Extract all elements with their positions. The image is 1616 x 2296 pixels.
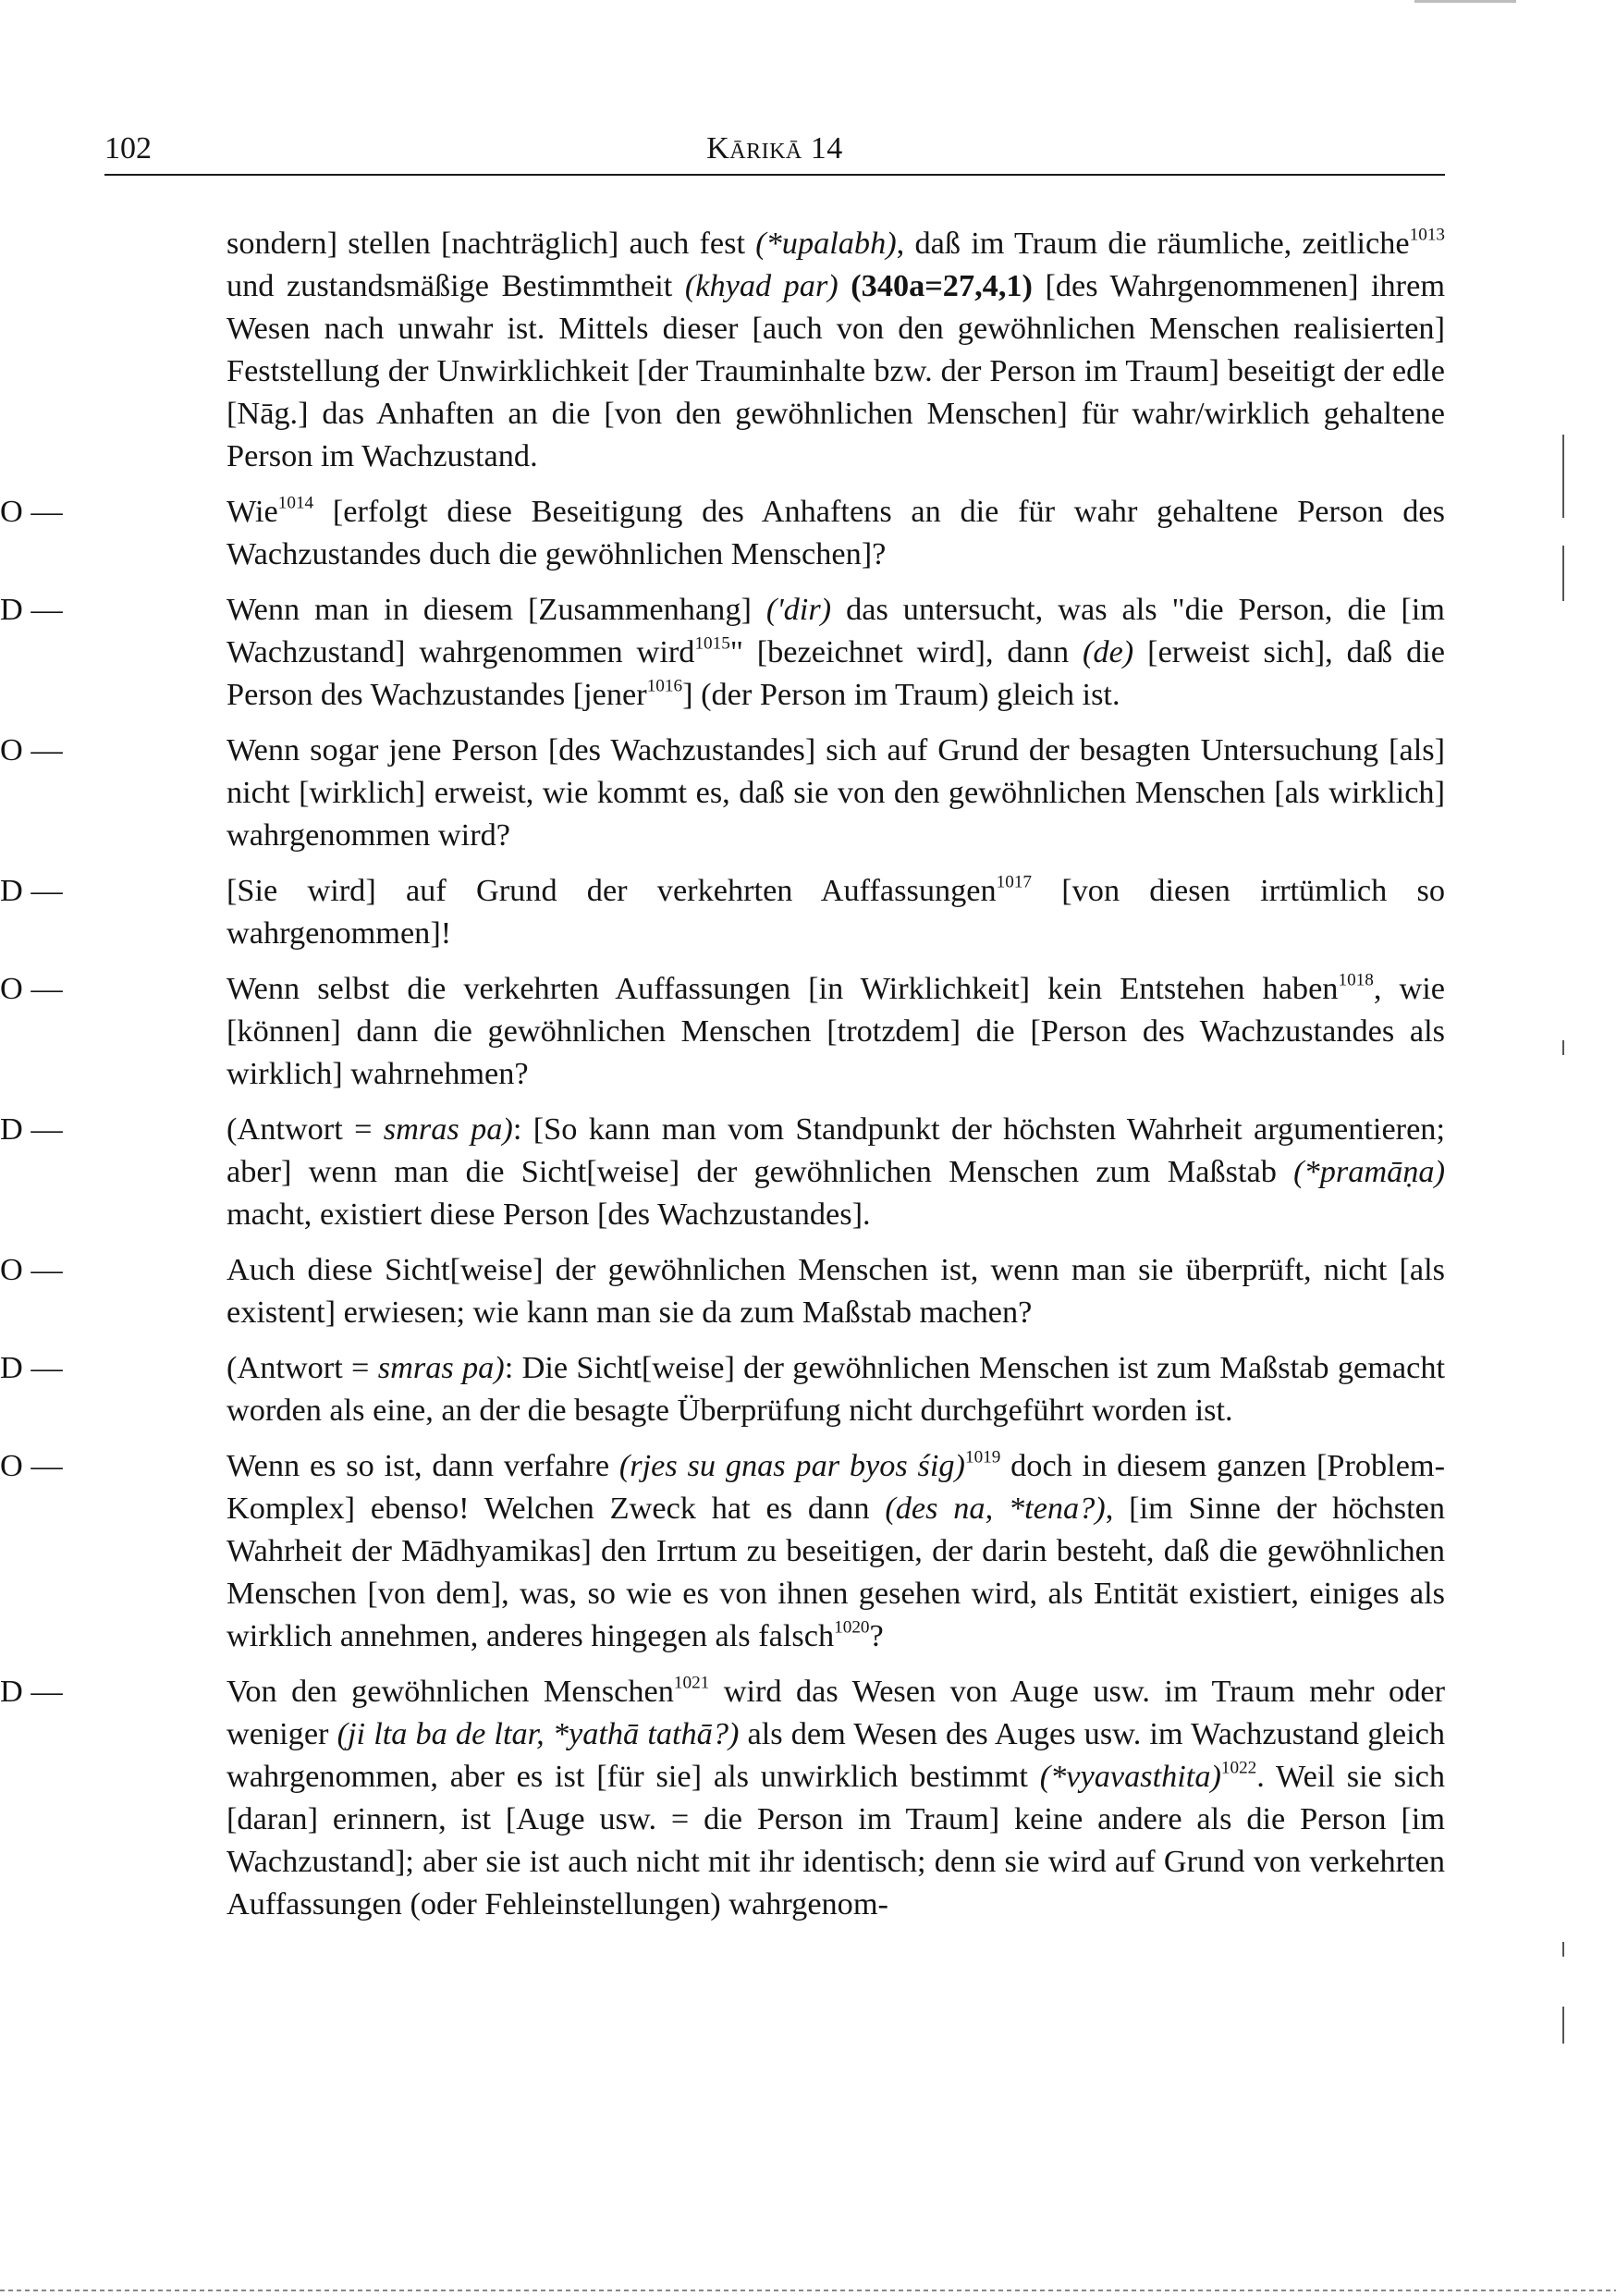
dialogue-text [0,222,1446,1925]
speaker-marker: D — [0,1111,63,1147]
entry-text: (Antwort = smras pa): Die Sicht[weise] der gewöhnlichen Menschen ist zum Maßstab gemacht worden als eine, an der die besagte Überprüfung nicht durchgeführt worden ist. [226,1350,1445,1428]
entry-text: Wenn sogar jene Person [des Wachzustandes] sich auf Grund der besagten Untersuchung [als] nicht [wirklich] erweist, wie kommt es, daß sie von den gewöhnlichen Menschen [als wirklich] wahrgenommen wird? [226,732,1445,853]
margin-mark [1562,1942,1564,1957]
term-gloss: smras pa) [377,1350,505,1385]
speaker-marker: O — [0,971,63,1006]
scan-smudge [1414,0,1516,3]
speaker-marker: D — [0,1350,63,1385]
speaker-marker: D — [0,592,63,627]
term-gloss: smras pa) [383,1111,513,1147]
term-gloss: (*vyavasthita) [1039,1759,1221,1794]
footnote-ref: 1016 [646,676,683,696]
footnote-ref: 1018 [1338,970,1374,990]
footnote-ref: 1022 [1220,1758,1257,1778]
term-gloss: (ji lta ba de ltar, *yathā tathā?) [337,1716,740,1751]
term-gloss: (khyad par) [684,268,839,303]
entry-text: Wenn man in diesem [Zusammenhang] ('dir) das untersucht, was als "die Person, die [im Wachzustand] wahrgenommen wird$^{1015}$" [bezeichnet wird], dann (de) [erweist sich], daß die Person des Wachzustandes [jener$^{1016}$] (der Person im Traum) gleich ist. [226,592,1445,712]
entry-text: (Antwort = smras pa): [So kann man vom Standpunkt der höchsten Wahrheit argumentieren; aber] wenn man die Sicht[weise] der gewöhnlichen Menschen zum Maßstab (*pramāṇa) macht, existiert diese Person [des Wachzustandes]. [226,1111,1445,1232]
dialogue-entry [0,729,1445,856]
dialogue-entry [0,869,1445,954]
page-number: 102 [104,131,152,166]
term-gloss: (de) [1083,634,1134,669]
dialogue-entry [0,1248,1445,1333]
speaker-marker: O — [0,1252,63,1287]
entry-text: sondern] stellen [nachträglich] auch fest (*upalabh), daß im Traum die räumliche, zeitliche$^{1013}$ und zustandsmäßige Bestimmtheit (khyad par) (340a=27,4,1) [des Wahrgenommenen] ihrem Wesen nach unwahr ist. Mittels dieser [auch von den gewöhnlichen Menschen realisierten] Feststellung der Unwirklichkeit [der Trauminhalte bzw. der Person im Traum] beseitigt der edle [Nāg.] das Anhaften an die [von den gewöhnlichen Menschen] für wahr/wirklich gehaltene Person im Wachzustand. [226,225,1446,473]
entry-text: Wie$^{1014}$ [erfolgt diese Beseitigung des Anhaftens an die für wahr gehaltene Person des Wachzustandes duch die gewöhnlichen Menschen]? [226,493,1445,571]
entry-text: Wenn es so ist, dann verfahre (rjes su gnas par byos śig)$^{1019}$ doch in diesem ganzen [Problem-Komplex] ebenso! Welchen Zweck hat es dann (des na, *tena?), [im Sinne der höchsten Wahrheit der Mādhyamikas] den Irrtum zu beseitigen, der darin besteht, daß die gewöhnlichen Menschen [von dem], was, so wie es von ihnen gesehen wird, als Entität existiert, einiges als wirklich annehmen, anderes hingegen als falsch$^{1020}$? [226,1447,1446,1653]
speaker-marker: O — [0,732,63,767]
footnote-ref: 1013 [1409,225,1445,245]
margin-mark [1562,2007,1564,2044]
speaker-marker: O — [0,494,63,529]
entry-text: Wenn selbst die verkehrten Auffassungen [in Wirklichkeit] kein Entstehen haben$^{1018}$, wie [können] dann die gewöhnlichen Menschen [trotzdem] die [Person des Wachzustandes als wirklich] wahrnehmen? [226,970,1446,1091]
page-header [104,129,1445,176]
speaker-marker: D — [0,873,63,908]
entry-text: [Sie wird] auf Grund der verkehrten Auffassungen$^{1017}$ [von diesen irrtümlich so wahrgenommen]! [226,872,1445,951]
term-gloss: (des na, *tena?) [885,1491,1106,1526]
dialogue-entry [0,490,1445,575]
footnote-ref: 1019 [964,1447,1001,1467]
term-gloss: ('dir) [765,592,832,627]
dialogue-entry [0,1346,1445,1431]
entry-text: Auch diese Sicht[weise] der gewöhnlichen Menschen ist, wenn man sie überprüft, nicht [als existent] erwiesen; wie kann man sie da zum Maßstab machen? [226,1252,1445,1330]
dialogue-entry [0,1670,1446,1925]
margin-mark [1562,546,1564,601]
dialogue-entry [0,1108,1445,1235]
term-gloss: (*pramāṇa) [1293,1154,1445,1189]
folio-reference: (340a=27,4,1) [851,268,1033,303]
term-gloss: (*upalabh) [755,226,897,261]
footnote-ref: 1015 [694,633,730,654]
entry-text: Von den gewöhnlichen Menschen$^{1021}$ wird das Wesen von Auge usw. im Traum mehr oder weniger (ji lta ba de ltar, *yathā tathā?) als dem Wesen des Auges usw. im Wachzustand gleich wahrgenommen, aber es ist [für sie] als unwirklich bestimmt (*vyavasthita)$^{1022}$. Weil sie sich [daran] erinnern, ist [Auge usw. = die Person im Traum] keine andere als die Person [im Wachzustand]; aber sie ist auch nicht mit ihr identisch; denn sie wird auf Grund von verkehrten Auffassungen (oder Fehleinstellungen) wahrgenom- [226,1673,1446,1922]
margin-mark [1562,435,1564,518]
speaker-marker: D — [0,1674,63,1709]
footnote-ref: 1020 [834,1617,870,1638]
footnote-ref: 1021 [673,1673,710,1693]
term-gloss: (rjes su gnas par byos śig) [618,1448,965,1483]
dialogue-entry [0,967,1446,1095]
dialogue-entry [0,588,1445,716]
margin-mark [1562,1040,1564,1055]
speaker-marker: O — [0,1448,63,1483]
dialogue-entry [226,222,1445,477]
dialogue-entry [0,1444,1446,1657]
scan-edge [0,2290,1616,2291]
footnote-ref: 1017 [996,872,1033,892]
running-title: Kārikā 14 [706,131,843,166]
footnote-ref: 1014 [277,493,314,513]
